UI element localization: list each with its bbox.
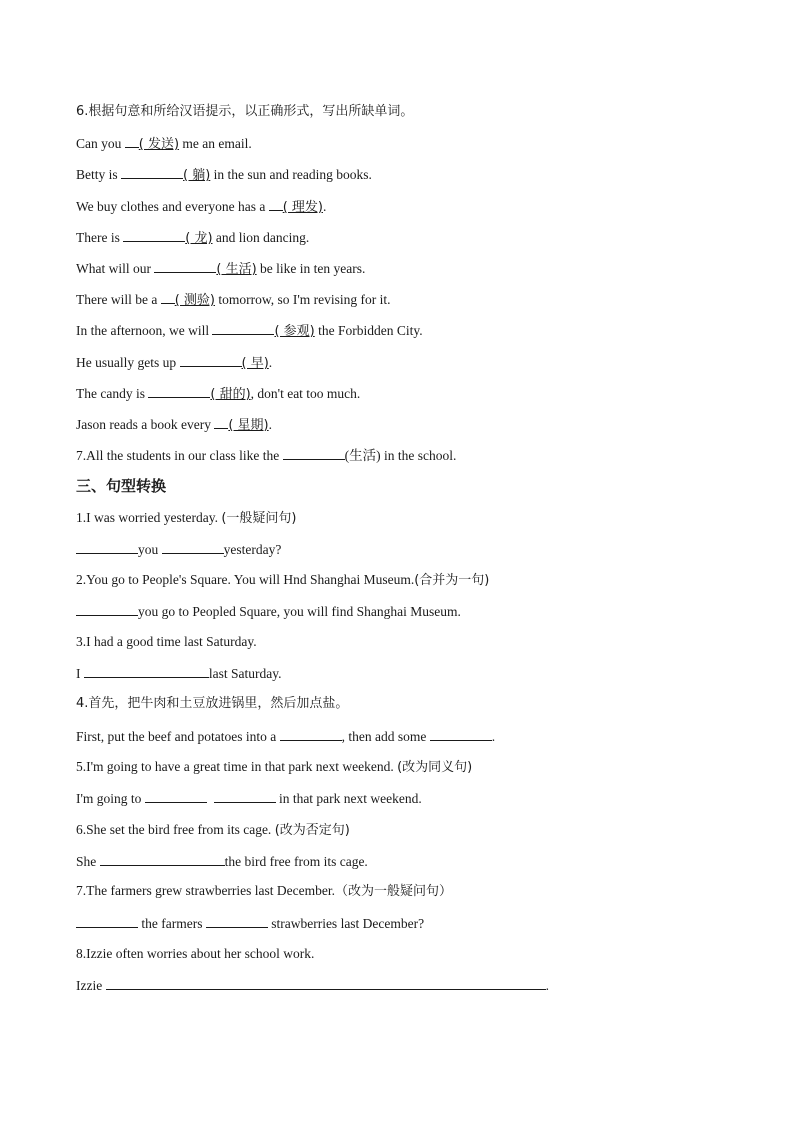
question-5: 5.I'm going to have a great time in that park next weekend. (改为同义句) bbox=[76, 759, 473, 775]
answer-blank[interactable] bbox=[180, 353, 242, 367]
fill-item-7: In the afternoon, we will ( 参观) the Forbidden City. bbox=[76, 323, 423, 339]
answer-blank[interactable] bbox=[121, 165, 183, 179]
answer-blank[interactable] bbox=[100, 852, 225, 866]
answer-1: you yesterday? bbox=[76, 540, 281, 559]
fill-item-8: He usually gets up ( 早). bbox=[76, 355, 273, 371]
fill-item-1: Can you ( 发送) me an email. bbox=[76, 136, 252, 152]
answer-blank[interactable] bbox=[161, 290, 175, 304]
answer-blank[interactable] bbox=[162, 540, 224, 554]
fill-item-6: There will be a ( 测验) tomorrow, so I'm revising for it. bbox=[76, 292, 391, 308]
answer-7: the farmers strawberries last December? bbox=[76, 914, 424, 933]
answer-blank[interactable] bbox=[125, 134, 139, 148]
answer-4: First, put the beef and potatoes into a , then add some . bbox=[76, 729, 496, 744]
answer-blank[interactable] bbox=[123, 228, 185, 242]
fill-item-9: The candy is ( 甜的), don't eat too much. bbox=[76, 386, 361, 402]
answer-blank[interactable] bbox=[430, 727, 492, 741]
question-8: 8.Izzie often worries about her school work. bbox=[76, 946, 315, 961]
answer-blank[interactable] bbox=[145, 789, 207, 803]
answer-5: I'm going to in that park next weekend. bbox=[76, 791, 422, 806]
section6-title: 6.根据句意和所给汉语提示，以正确形式，写出所缺单词。 bbox=[76, 104, 414, 119]
question-1: 1.I was worried yesterday. (一般疑问句) bbox=[76, 510, 297, 526]
answer-3: I last Saturday. bbox=[76, 666, 282, 681]
section3-heading: 三、句型转换 bbox=[76, 477, 167, 495]
answer-blank[interactable] bbox=[280, 727, 342, 741]
answer-blank[interactable] bbox=[283, 446, 345, 460]
answer-blank[interactable] bbox=[148, 384, 210, 398]
question-7: 7.The farmers grew strawberries last December.（改为一般疑问句） bbox=[76, 883, 453, 899]
answer-blank[interactable] bbox=[212, 321, 274, 335]
fill-item-2: Betty is ( 躺) in the sun and reading books. bbox=[76, 167, 372, 183]
question-3: 3.I had a good time last Saturday. bbox=[76, 634, 257, 649]
answer-blank[interactable] bbox=[214, 789, 276, 803]
answer-blank[interactable] bbox=[269, 197, 283, 211]
answer-blank[interactable] bbox=[154, 259, 216, 273]
answer-blank[interactable] bbox=[214, 415, 228, 429]
answer-2: you go to Peopled Square, you will find Shanghai Museum. bbox=[76, 602, 461, 621]
answer-blank[interactable] bbox=[76, 602, 138, 616]
answer-6: She the bird free from its cage. bbox=[76, 854, 368, 869]
question-2: 2.You go to People's Square. You will Hnd Shanghai Museum.(合并为一句) bbox=[76, 572, 490, 588]
answer-blank[interactable] bbox=[84, 664, 209, 678]
answer-blank[interactable] bbox=[76, 914, 138, 928]
answer-blank[interactable] bbox=[106, 976, 546, 990]
question-4: 4.首先，把牛肉和土豆放进锅里，然后加点盐。 bbox=[76, 696, 349, 711]
fill-item-11: 7.All the students in our class like the (生活) in the school. bbox=[76, 448, 457, 463]
fill-item-10: Jason reads a book every ( 星期). bbox=[76, 417, 272, 433]
answer-blank[interactable] bbox=[206, 914, 268, 928]
answer-8: Izzie . bbox=[76, 978, 549, 993]
fill-item-4: There is ( 龙) and lion dancing. bbox=[76, 230, 310, 246]
answer-blank[interactable] bbox=[76, 540, 138, 554]
question-6: 6.She set the bird free from its cage. (改为否定句) bbox=[76, 822, 350, 838]
fill-item-5: What will our ( 生活) be like in ten years. bbox=[76, 261, 366, 277]
fill-item-3: We buy clothes and everyone has a ( 理发). bbox=[76, 199, 327, 215]
